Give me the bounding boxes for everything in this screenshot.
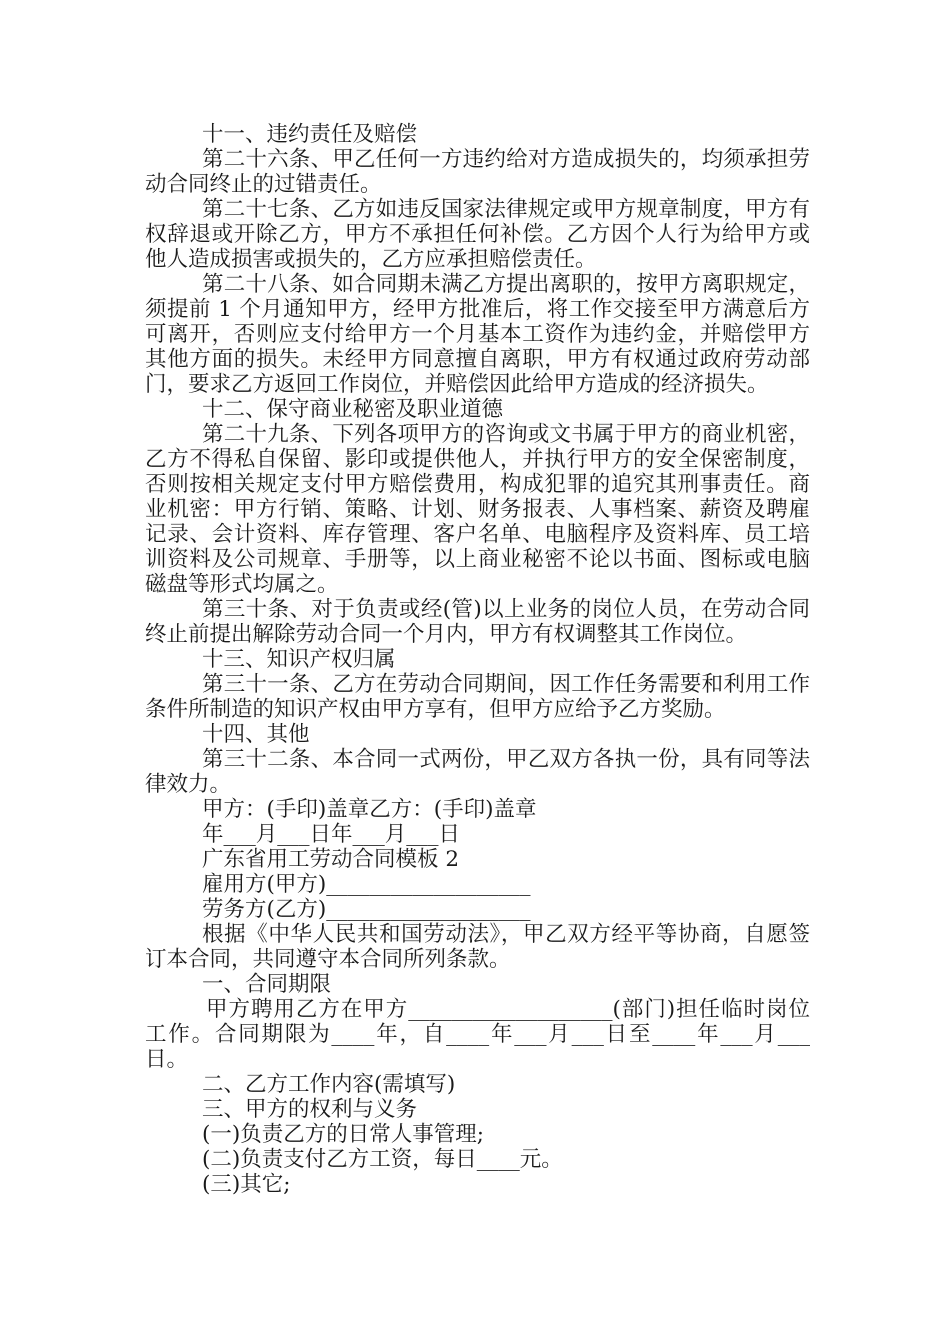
duty-item-3: (三)其它;	[202, 1172, 291, 1197]
document-body	[145, 122, 810, 1197]
article-32: 第三十二条、本合同一式两份，甲乙双方各执一份，具有同等法律效力。	[145, 747, 810, 797]
article-29: 第二十九条、下列各项甲方的咨询或文书属于甲方的商业机密，乙方不得私自保留、影印或提供他人，并执行甲方的安全保密制度，否则按相关规定支付甲方赔偿费用，构成犯罪的追究其刑事责任。商业机密：甲方行销、策略、计划、财务报表、人事档案、薪资及聘雇记录、会计资料、库存管理、客户名单、电脑程序及资料库、员工培训资料及公司规章、手册等，以上商业秘密不论以书面、图标或电脑磁盘等形式均属之。	[145, 422, 810, 597]
article-27: 第二十七条、乙方如违反国家法律规定或甲方规章制度，甲方有权辞退或开除乙方，甲方不承担任何补偿。乙方因个人行为给甲方或他人造成损害或损失的，乙方应承担赔偿责任。	[145, 197, 810, 272]
section-heading-12: 十二、保守商业秘密及职业道德	[202, 397, 504, 422]
preamble: 根据《中华人民共和国劳动法》，甲乙双方经平等协商，自愿签订本合同，共同遵守本合同所列条款。	[145, 922, 810, 972]
section-heading-contract-term: 一、合同期限	[202, 972, 332, 997]
signature-line: 甲方：(手印)盖章乙方：(手印)盖章	[202, 797, 537, 822]
article-28: 第二十八条、如合同期未满乙方提出离职的，按甲方离职规定，须提前 1 个月通知甲方，经甲方批准后，将工作交接至甲方满意后方可离开，否则应支付给甲方一个月基本工资作为违约金，并赔偿甲方其他方面的损失。未经甲方同意擅自离职，甲方有权通过政府劳动部门，要求乙方返回工作岗位，并赔偿因此给甲方造成的经济损失。	[145, 272, 810, 397]
duty-item-1: (一)负责乙方的日常人事管理;	[202, 1122, 485, 1147]
article-26: 第二十六条、甲乙任何一方违约给对方造成损失的，均须承担劳动合同终止的过错责任。	[145, 147, 810, 197]
employer-field: 雇用方(甲方)___________________	[202, 872, 531, 897]
date-line: 年___月___日年___月___日	[202, 822, 461, 847]
article-31: 第三十一条、乙方在劳动合同期间，因工作任务需要和利用工作条件所制造的知识产权由甲方享有，但甲方应给予乙方奖励。	[145, 672, 810, 722]
laborer-field: 劳务方(乙方)___________________	[202, 897, 531, 922]
article-30: 第三十条、对于负责或经(管)以上业务的岗位人员，在劳动合同终止前提出解除劳动合同一个月内，甲方有权调整其工作岗位。	[145, 597, 810, 647]
contract-term-clause: 甲方聘用乙方在甲方___________________(部门)担任临时岗位工作。合同期限为____年，自____年___月___日至____年___月___日。	[145, 997, 810, 1072]
section-heading-14: 十四、其他	[202, 722, 310, 747]
section-heading-13: 十三、知识产权归属	[202, 647, 396, 672]
section-heading-rights-duties: 三、甲方的权利与义务	[202, 1097, 418, 1122]
section-heading-work-content: 二、乙方工作内容(需填写)	[202, 1072, 456, 1097]
duty-item-2: (二)负责支付乙方工资，每日____元。	[202, 1147, 563, 1172]
template-title: 广东省用工劳动合同模板 2	[202, 847, 460, 872]
section-heading-11: 十一、违约责任及赔偿	[202, 122, 418, 147]
